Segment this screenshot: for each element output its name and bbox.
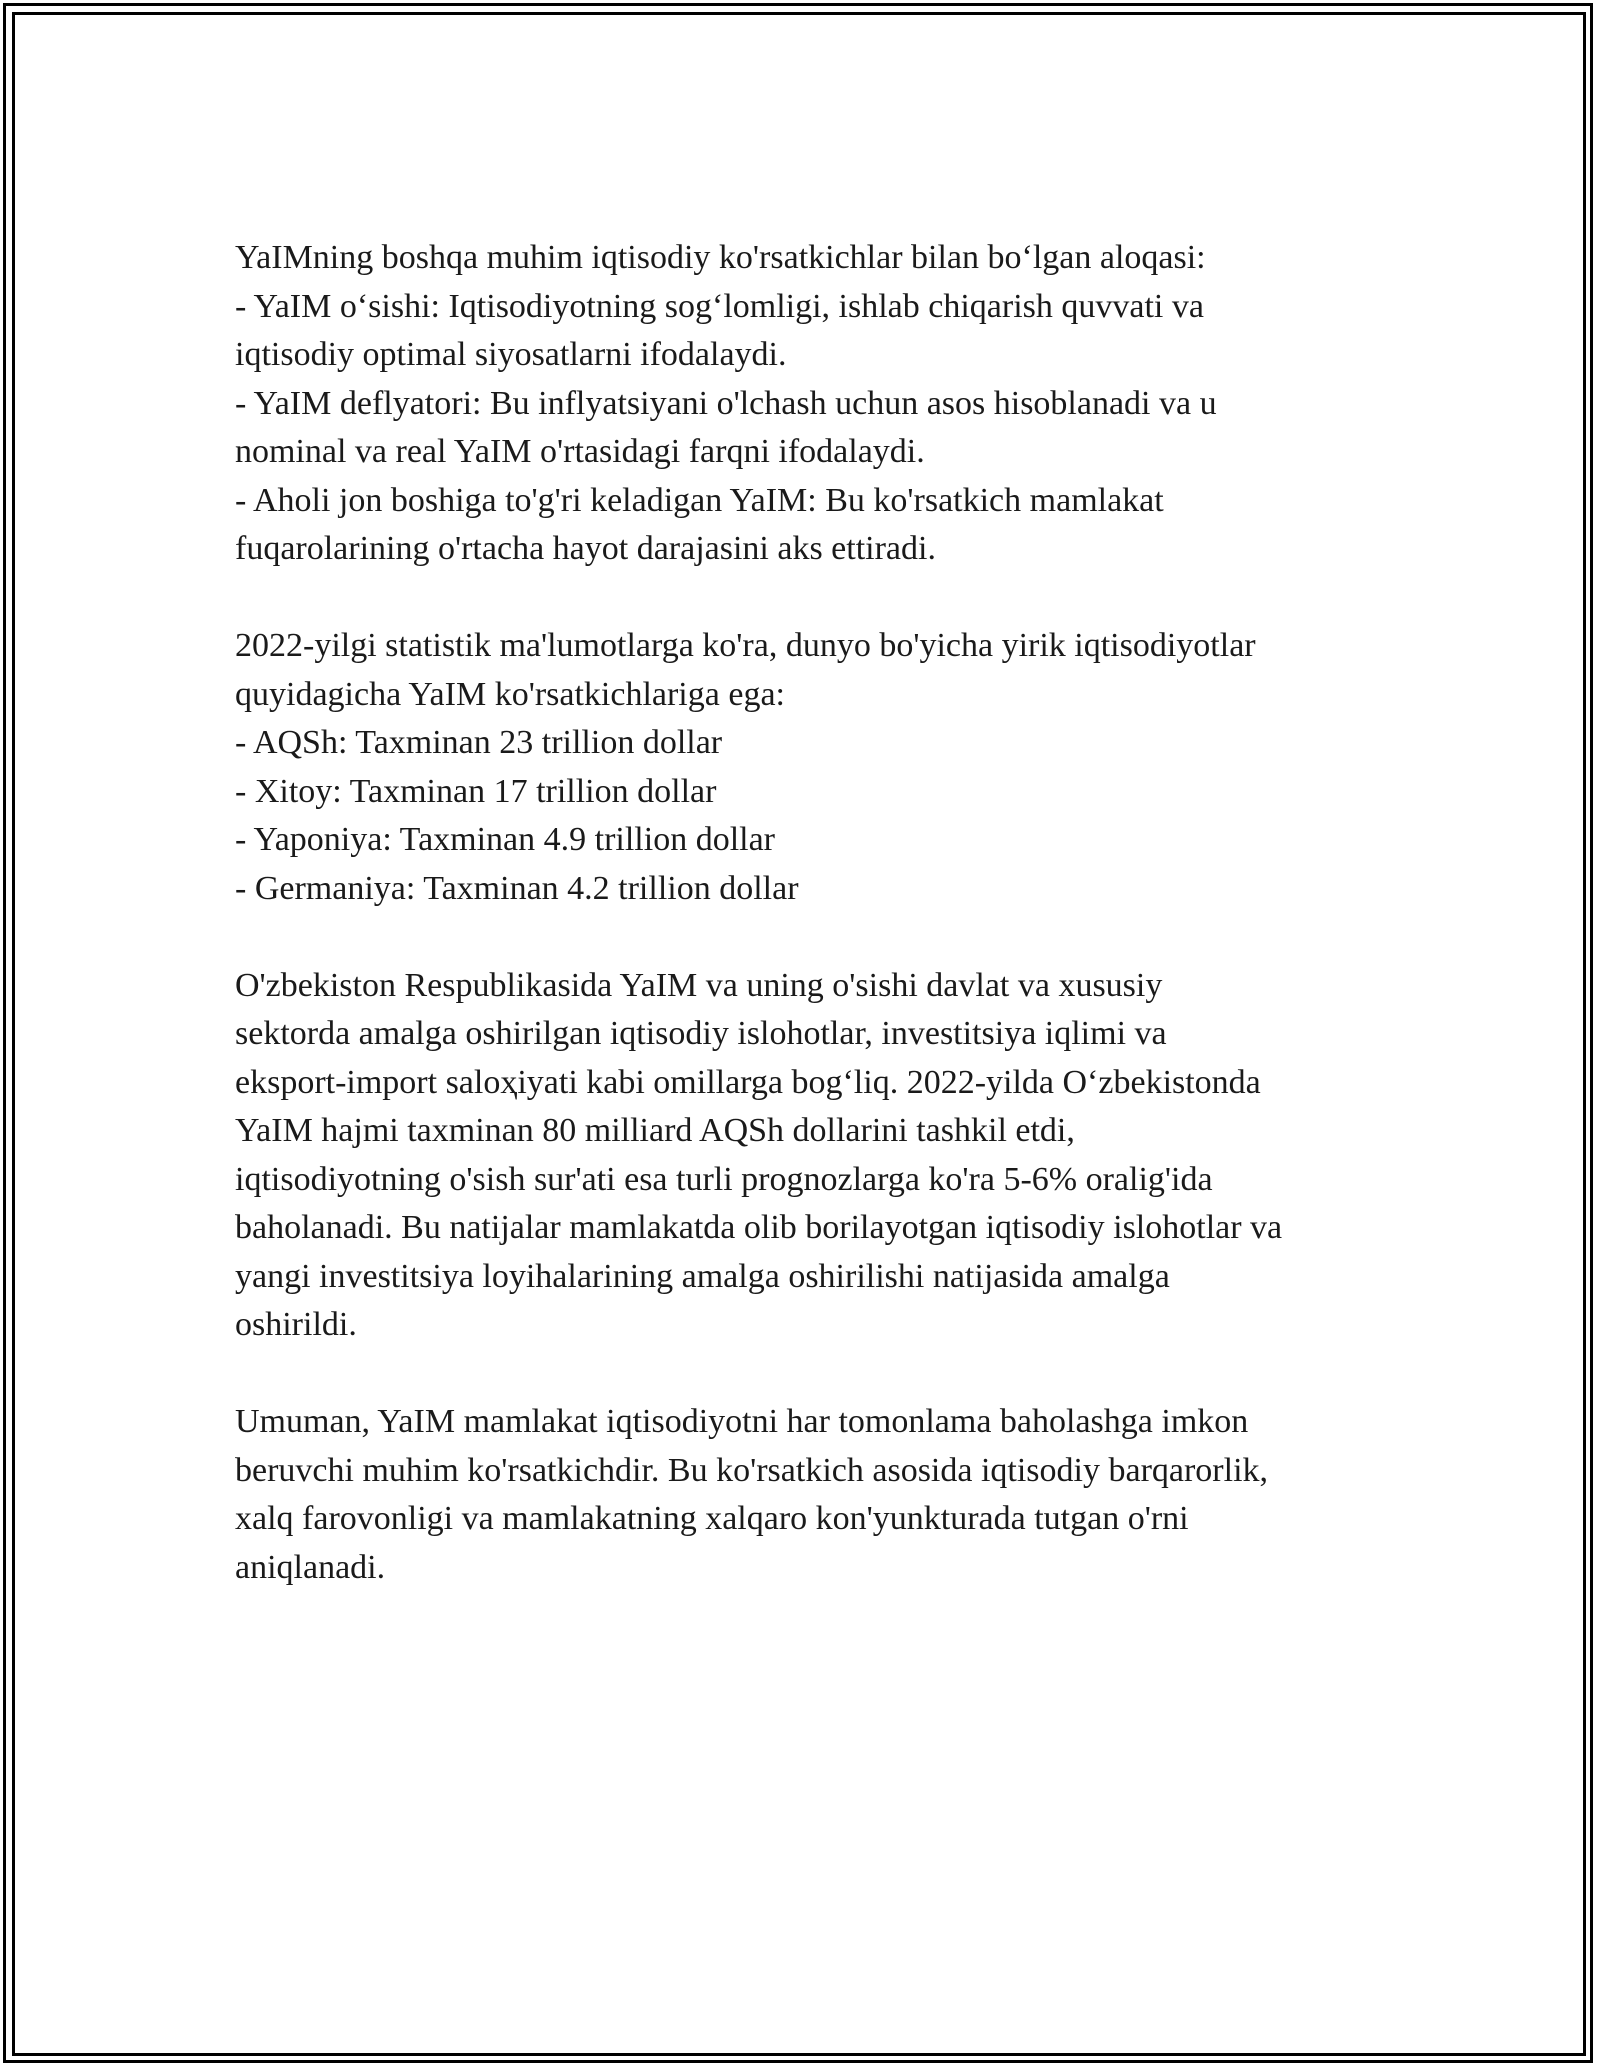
text-line: - Xitoy: Taxminan 17 trillion dollar: [235, 772, 717, 810]
text-line: baholanadi. Bu natijalar mamlakatda olib borilayotgan iqtisodiy islohotlar va: [235, 1209, 1283, 1246]
text-line: beruvchi muhim ko'rsatkichdir. Bu ko'rsatkich asosida iqtisodiy barqarorlik,: [235, 1451, 1269, 1489]
paragraph-2022-statistics: [235, 622, 1395, 913]
text-line: - YaIM deflyatori: Bu inflyatsiyani o'lchash uchun asos hisoblanadi va u: [235, 384, 1217, 422]
text-line: eksport-import saloҳiyati kabi omillarga bog‘liq. 2022-yilda O‘zbekistonda: [235, 1063, 1261, 1101]
text-line: quyidagicha YaIM ko'rsatkichlariga ega:: [235, 675, 785, 713]
text-line: nominal va real YaIM o'rtasidagi farqni ifodalaydi.: [235, 433, 925, 470]
text-line: xalq farovonligi va mamlakatning xalqaro kon'yunkturada tutgan o'rni: [235, 1500, 1189, 1537]
paragraph-uzbekistan-gdp: [235, 962, 1395, 1350]
text-line: sektorda amalga oshirilgan iqtisodiy islohotlar, investitsiya iqlimi va: [235, 1015, 1167, 1052]
text-line: yangi investitsiya loyihalarining amalga oshirilishi natijasida amalga: [235, 1257, 1170, 1295]
text-line: aniqlanadi.: [235, 1548, 386, 1586]
paragraph-gdp-relations: [235, 234, 1395, 574]
text-line: 2022-yilgi statistik ma'lumotlarga ko'ra, dunyo bo'yicha yirik iqtisodiyotlar: [235, 627, 1256, 664]
text-line: YaIMning boshqa muhim iqtisodiy ko'rsatkichlar bilan bo‘lgan aloqasi:: [235, 239, 1206, 276]
text-line: iqtisodiy optimal siyosatlarni ifodalaydi.: [235, 336, 787, 373]
text-line: O'zbekiston Respublikasida YaIM va uning o'sishi davlat va xususiy: [235, 966, 1163, 1004]
text-line: fuqarolarining o'rtacha hayot darajasini aks ettiradi.: [235, 530, 936, 567]
text-line: - AQSh: Taxminan 23 trillion dollar: [235, 724, 723, 761]
text-line: - Aholi jon boshiga to'g'ri keladigan YaIM: Bu ko'rsatkich mamlakat: [235, 481, 1164, 519]
document-body: [235, 234, 1395, 1592]
text-line: oshirildi.: [235, 1306, 357, 1343]
text-line: iqtisodiyotning o'sish sur'ati esa turli prognozlarga ko'ra 5-6% oralig'ida: [235, 1160, 1213, 1198]
text-line: - YaIM o‘sishi: Iqtisodiyotning sog‘lomligi, ishlab chiqarish quvvati va: [235, 287, 1204, 325]
text-line: Umuman, YaIM mamlakat iqtisodiyotni har tomonlama baholashga imkon: [235, 1403, 1249, 1440]
text-line: - Yaponiya: Taxminan 4.9 trillion dollar: [235, 821, 775, 858]
paragraph-conclusion: [235, 1398, 1395, 1592]
text-line: YaIM hajmi taxminan 80 milliard AQSh dollarini tashkil etdi,: [235, 1112, 1075, 1149]
text-line: - Germaniya: Taxminan 4.2 trillion dollar: [235, 869, 799, 907]
